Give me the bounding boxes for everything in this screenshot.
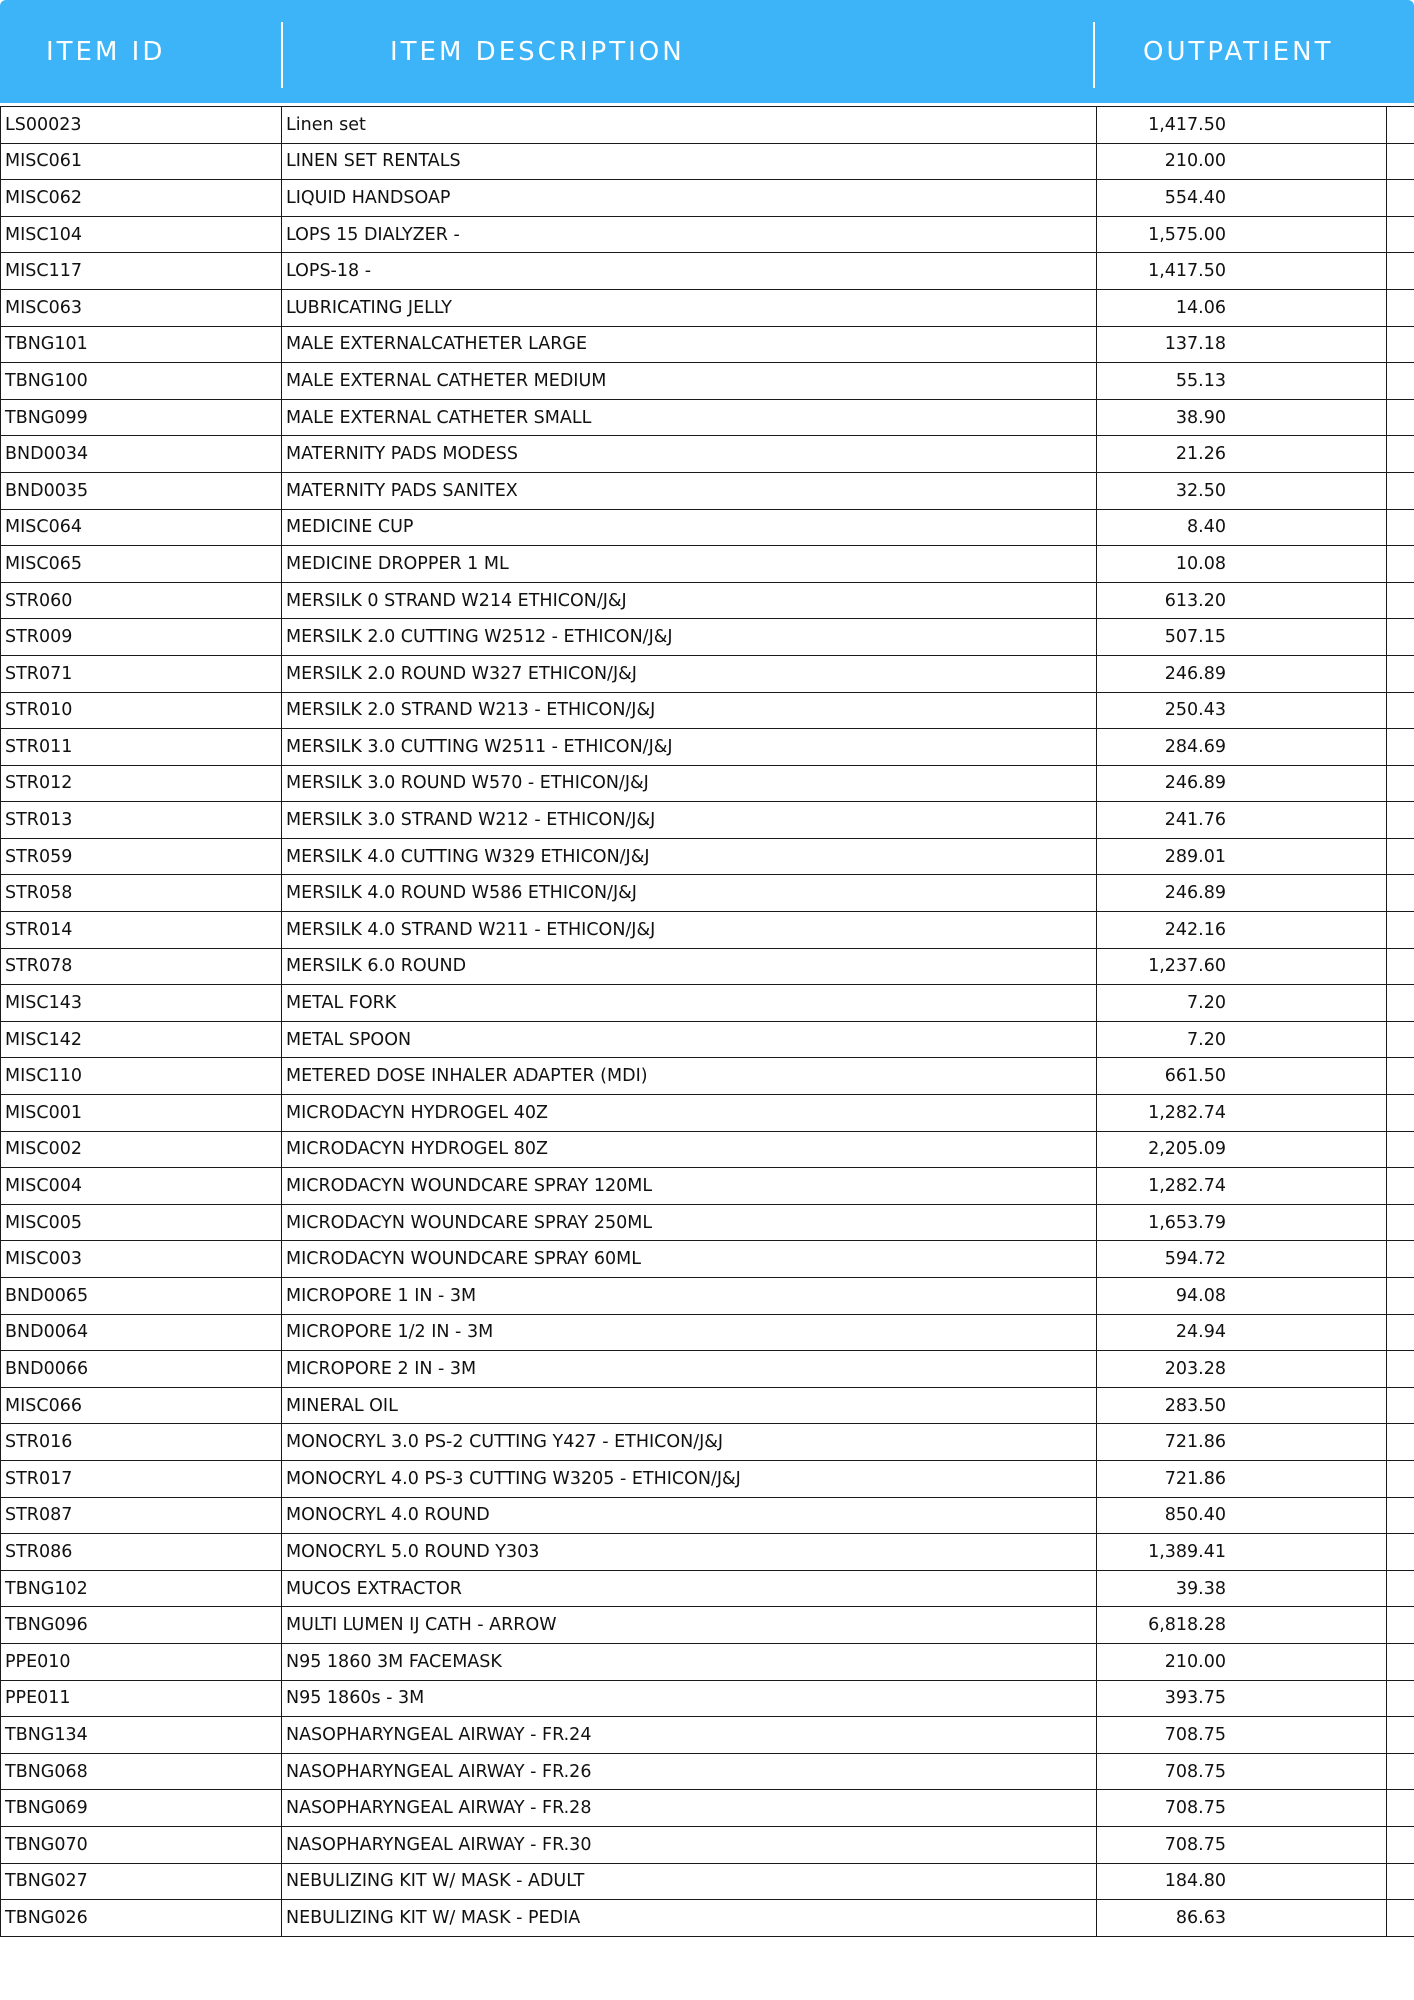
table-row	[1, 1607, 1414, 1644]
outpatient-price-cell: 1,417.50	[1097, 107, 1387, 144]
item-id-cell: TBNG027	[1, 1863, 282, 1900]
table-row	[1, 1460, 1414, 1497]
item-id-cell: BND0066	[1, 1351, 282, 1388]
item-id-cell: MISC002	[1, 1131, 282, 1168]
outpatient-price-cell: 7.20	[1097, 985, 1387, 1022]
table-row	[1, 1424, 1414, 1461]
empty-cell	[1387, 655, 1414, 692]
item-description-cell: METAL SPOON	[282, 1021, 1097, 1058]
item-description-cell: MERSILK 3.0 ROUND W570 - ETHICON/J&J	[282, 765, 1097, 802]
item-description-cell: NASOPHARYNGEAL AIRWAY - FR.26	[282, 1753, 1097, 1790]
table-row	[1, 1204, 1414, 1241]
item-description-cell: LOPS 15 DIALYZER -	[282, 216, 1097, 253]
item-id-cell: MISC062	[1, 180, 282, 217]
header-divider	[281, 22, 283, 88]
item-description-cell: MERSILK 4.0 CUTTING W329 ETHICON/J&J	[282, 838, 1097, 875]
item-id-cell: MISC003	[1, 1241, 282, 1278]
empty-cell	[1387, 985, 1414, 1022]
item-id-cell: MISC142	[1, 1021, 282, 1058]
table-row	[1, 1826, 1414, 1863]
item-description-cell: MICROPORE 1 IN - 3M	[282, 1278, 1097, 1315]
empty-cell	[1387, 1424, 1414, 1461]
empty-cell	[1387, 582, 1414, 619]
item-description-cell: MICRODACYN WOUNDCARE SPRAY 250ML	[282, 1204, 1097, 1241]
table-row	[1, 1643, 1414, 1680]
item-description-cell: MERSILK 2.0 STRAND W213 - ETHICON/J&J	[282, 692, 1097, 729]
item-id-cell: MISC117	[1, 253, 282, 290]
item-description-cell: MICROPORE 2 IN - 3M	[282, 1351, 1097, 1388]
outpatient-price-cell: 1,282.74	[1097, 1095, 1387, 1132]
table-row	[1, 1534, 1414, 1571]
table-row	[1, 216, 1414, 253]
outpatient-price-cell: 10.08	[1097, 546, 1387, 583]
table-row	[1, 912, 1414, 949]
item-description-cell: NASOPHARYNGEAL AIRWAY - FR.28	[282, 1790, 1097, 1827]
table-row	[1, 472, 1414, 509]
empty-cell	[1387, 765, 1414, 802]
outpatient-price-cell: 210.00	[1097, 143, 1387, 180]
item-id-cell: PPE010	[1, 1643, 282, 1680]
empty-cell	[1387, 399, 1414, 436]
item-description-cell: N95 1860s - 3M	[282, 1680, 1097, 1717]
table-row	[1, 1387, 1414, 1424]
outpatient-price-cell: 507.15	[1097, 619, 1387, 656]
empty-cell	[1387, 1278, 1414, 1315]
item-description-cell: LUBRICATING JELLY	[282, 289, 1097, 326]
item-description-cell: MUCOS EXTRACTOR	[282, 1570, 1097, 1607]
item-description-cell: MICROPORE 1/2 IN - 3M	[282, 1314, 1097, 1351]
empty-cell	[1387, 692, 1414, 729]
item-description-cell: MERSILK 4.0 ROUND W586 ETHICON/J&J	[282, 875, 1097, 912]
empty-cell	[1387, 180, 1414, 217]
empty-cell	[1387, 509, 1414, 546]
table-body	[1, 107, 1414, 1937]
price-table	[0, 106, 1414, 1937]
item-description-cell: MICRODACYN WOUNDCARE SPRAY 60ML	[282, 1241, 1097, 1278]
item-id-cell: TBNG100	[1, 363, 282, 400]
empty-cell	[1387, 326, 1414, 363]
item-id-cell: BND0035	[1, 472, 282, 509]
table-row	[1, 1900, 1414, 1937]
item-description-cell: LINEN SET RENTALS	[282, 143, 1097, 180]
table-row	[1, 838, 1414, 875]
item-description-cell: METERED DOSE INHALER ADAPTER (MDI)	[282, 1058, 1097, 1095]
table-header	[0, 0, 1414, 103]
outpatient-price-cell: 613.20	[1097, 582, 1387, 619]
empty-cell	[1387, 1168, 1414, 1205]
table-row	[1, 1058, 1414, 1095]
outpatient-price-cell: 393.75	[1097, 1680, 1387, 1717]
item-description-cell: MICRODACYN HYDROGEL 40Z	[282, 1095, 1097, 1132]
item-id-cell: TBNG102	[1, 1570, 282, 1607]
item-id-cell: MISC004	[1, 1168, 282, 1205]
empty-cell	[1387, 472, 1414, 509]
outpatient-price-cell: 21.26	[1097, 436, 1387, 473]
outpatient-price-cell: 32.50	[1097, 472, 1387, 509]
item-id-cell: TBNG101	[1, 326, 282, 363]
outpatient-price-cell: 850.40	[1097, 1497, 1387, 1534]
table-row	[1, 180, 1414, 217]
item-id-cell: TBNG134	[1, 1717, 282, 1754]
item-description-cell: MATERNITY PADS SANITEX	[282, 472, 1097, 509]
empty-cell	[1387, 1570, 1414, 1607]
outpatient-price-cell: 250.43	[1097, 692, 1387, 729]
table-row	[1, 1278, 1414, 1315]
empty-cell	[1387, 838, 1414, 875]
empty-cell	[1387, 253, 1414, 290]
item-description-cell: LOPS-18 -	[282, 253, 1097, 290]
item-id-cell: MISC065	[1, 546, 282, 583]
outpatient-price-cell: 554.40	[1097, 180, 1387, 217]
empty-cell	[1387, 1314, 1414, 1351]
item-id-cell: STR009	[1, 619, 282, 656]
item-id-cell: PPE011	[1, 1680, 282, 1717]
outpatient-price-cell: 242.16	[1097, 912, 1387, 949]
item-description-cell: NASOPHARYNGEAL AIRWAY - FR.24	[282, 1717, 1097, 1754]
item-id-cell: STR060	[1, 582, 282, 619]
table-row	[1, 948, 1414, 985]
item-id-cell: STR086	[1, 1534, 282, 1571]
item-description-cell: METAL FORK	[282, 985, 1097, 1022]
item-id-cell: TBNG096	[1, 1607, 282, 1644]
item-description-cell: MEDICINE CUP	[282, 509, 1097, 546]
table-row	[1, 107, 1414, 144]
empty-cell	[1387, 1387, 1414, 1424]
empty-cell	[1387, 1058, 1414, 1095]
item-description-cell: NEBULIZING KIT W/ MASK - PEDIA	[282, 1900, 1097, 1937]
item-id-cell: MISC143	[1, 985, 282, 1022]
table-row	[1, 436, 1414, 473]
outpatient-price-cell: 284.69	[1097, 729, 1387, 766]
table-row	[1, 765, 1414, 802]
empty-cell	[1387, 1534, 1414, 1571]
item-id-cell: MISC064	[1, 509, 282, 546]
empty-cell	[1387, 619, 1414, 656]
item-id-cell: STR011	[1, 729, 282, 766]
item-description-cell: N95 1860 3M FACEMASK	[282, 1643, 1097, 1680]
item-id-cell: LS00023	[1, 107, 282, 144]
outpatient-price-cell: 708.75	[1097, 1753, 1387, 1790]
outpatient-price-cell: 1,389.41	[1097, 1534, 1387, 1571]
table-row	[1, 1790, 1414, 1827]
table-row	[1, 143, 1414, 180]
item-description-cell: MONOCRYL 4.0 ROUND	[282, 1497, 1097, 1534]
outpatient-price-cell: 39.38	[1097, 1570, 1387, 1607]
item-id-cell: TBNG099	[1, 399, 282, 436]
table-row	[1, 1095, 1414, 1132]
item-id-cell: TBNG026	[1, 1900, 282, 1937]
outpatient-price-cell: 38.90	[1097, 399, 1387, 436]
table-row	[1, 509, 1414, 546]
item-description-cell: MONOCRYL 5.0 ROUND Y303	[282, 1534, 1097, 1571]
table-row	[1, 985, 1414, 1022]
header-outpatient: OUTPATIENT	[1143, 36, 1334, 67]
table-row	[1, 1680, 1414, 1717]
item-id-cell: TBNG070	[1, 1826, 282, 1863]
table-row	[1, 326, 1414, 363]
empty-cell	[1387, 1717, 1414, 1754]
outpatient-price-cell: 246.89	[1097, 765, 1387, 802]
item-id-cell: MISC063	[1, 289, 282, 326]
outpatient-price-cell: 1,575.00	[1097, 216, 1387, 253]
outpatient-price-cell: 721.86	[1097, 1460, 1387, 1497]
item-id-cell: MISC104	[1, 216, 282, 253]
empty-cell	[1387, 875, 1414, 912]
item-description-cell: MERSILK 0 STRAND W214 ETHICON/J&J	[282, 582, 1097, 619]
outpatient-price-cell: 289.01	[1097, 838, 1387, 875]
table-row	[1, 399, 1414, 436]
item-id-cell: BND0064	[1, 1314, 282, 1351]
table-row	[1, 655, 1414, 692]
header-divider	[1093, 22, 1095, 88]
item-id-cell: STR012	[1, 765, 282, 802]
outpatient-price-cell: 210.00	[1097, 1643, 1387, 1680]
outpatient-price-cell: 184.80	[1097, 1863, 1387, 1900]
outpatient-price-cell: 6,818.28	[1097, 1607, 1387, 1644]
outpatient-price-cell: 708.75	[1097, 1717, 1387, 1754]
table-row	[1, 289, 1414, 326]
outpatient-price-cell: 2,205.09	[1097, 1131, 1387, 1168]
empty-cell	[1387, 1497, 1414, 1534]
item-description-cell: LIQUID HANDSOAP	[282, 180, 1097, 217]
table-row	[1, 1570, 1414, 1607]
empty-cell	[1387, 1643, 1414, 1680]
item-id-cell: BND0065	[1, 1278, 282, 1315]
item-description-cell: MONOCRYL 3.0 PS-2 CUTTING Y427 - ETHICON/J&J	[282, 1424, 1097, 1461]
item-description-cell: MERSILK 2.0 ROUND W327 ETHICON/J&J	[282, 655, 1097, 692]
item-id-cell: MISC005	[1, 1204, 282, 1241]
item-id-cell: MISC110	[1, 1058, 282, 1095]
table-row	[1, 1021, 1414, 1058]
outpatient-price-cell: 24.94	[1097, 1314, 1387, 1351]
item-id-cell: STR013	[1, 802, 282, 839]
item-id-cell: STR078	[1, 948, 282, 985]
empty-cell	[1387, 363, 1414, 400]
table-row	[1, 363, 1414, 400]
item-description-cell: MICRODACYN HYDROGEL 80Z	[282, 1131, 1097, 1168]
item-id-cell: STR058	[1, 875, 282, 912]
outpatient-price-cell: 1,417.50	[1097, 253, 1387, 290]
outpatient-price-cell: 14.06	[1097, 289, 1387, 326]
table-row	[1, 692, 1414, 729]
item-id-cell: MISC061	[1, 143, 282, 180]
empty-cell	[1387, 1241, 1414, 1278]
empty-cell	[1387, 1131, 1414, 1168]
empty-cell	[1387, 1095, 1414, 1132]
item-description-cell: MONOCRYL 4.0 PS-3 CUTTING W3205 - ETHICON/J&J	[282, 1460, 1097, 1497]
empty-cell	[1387, 1460, 1414, 1497]
empty-cell	[1387, 802, 1414, 839]
item-description-cell: MERSILK 6.0 ROUND	[282, 948, 1097, 985]
item-description-cell: NEBULIZING KIT W/ MASK - ADULT	[282, 1863, 1097, 1900]
empty-cell	[1387, 1753, 1414, 1790]
item-description-cell: MICRODACYN WOUNDCARE SPRAY 120ML	[282, 1168, 1097, 1205]
item-description-cell: MERSILK 3.0 STRAND W212 - ETHICON/J&J	[282, 802, 1097, 839]
item-id-cell: STR016	[1, 1424, 282, 1461]
item-id-cell: BND0034	[1, 436, 282, 473]
item-id-cell: STR071	[1, 655, 282, 692]
item-id-cell: STR087	[1, 1497, 282, 1534]
outpatient-price-cell: 246.89	[1097, 875, 1387, 912]
empty-cell	[1387, 1790, 1414, 1827]
table-row	[1, 253, 1414, 290]
item-description-cell: MEDICINE DROPPER 1 ML	[282, 546, 1097, 583]
table-row	[1, 1753, 1414, 1790]
empty-cell	[1387, 1021, 1414, 1058]
item-description-cell: Linen set	[282, 107, 1097, 144]
empty-cell	[1387, 143, 1414, 180]
item-id-cell: MISC001	[1, 1095, 282, 1132]
empty-cell	[1387, 1826, 1414, 1863]
table-row	[1, 1314, 1414, 1351]
table-row	[1, 802, 1414, 839]
item-description-cell: MERSILK 4.0 STRAND W211 - ETHICON/J&J	[282, 912, 1097, 949]
empty-cell	[1387, 107, 1414, 144]
table-row	[1, 1863, 1414, 1900]
empty-cell	[1387, 546, 1414, 583]
table-row	[1, 1131, 1414, 1168]
item-description-cell: MALE EXTERNALCATHETER LARGE	[282, 326, 1097, 363]
table-row	[1, 1351, 1414, 1388]
outpatient-price-cell: 203.28	[1097, 1351, 1387, 1388]
item-id-cell: STR059	[1, 838, 282, 875]
empty-cell	[1387, 216, 1414, 253]
outpatient-price-cell: 7.20	[1097, 1021, 1387, 1058]
outpatient-price-cell: 55.13	[1097, 363, 1387, 400]
table-row	[1, 1497, 1414, 1534]
empty-cell	[1387, 948, 1414, 985]
item-description-cell: MULTI LUMEN IJ CATH - ARROW	[282, 1607, 1097, 1644]
table-row	[1, 1168, 1414, 1205]
item-description-cell: MERSILK 2.0 CUTTING W2512 - ETHICON/J&J	[282, 619, 1097, 656]
empty-cell	[1387, 1900, 1414, 1937]
header-item-description: ITEM DESCRIPTION	[390, 36, 685, 67]
outpatient-price-cell: 721.86	[1097, 1424, 1387, 1461]
outpatient-price-cell: 94.08	[1097, 1278, 1387, 1315]
outpatient-price-cell: 283.50	[1097, 1387, 1387, 1424]
empty-cell	[1387, 1607, 1414, 1644]
empty-cell	[1387, 1680, 1414, 1717]
outpatient-price-cell: 1,237.60	[1097, 948, 1387, 985]
item-id-cell: STR010	[1, 692, 282, 729]
item-id-cell: STR017	[1, 1460, 282, 1497]
empty-cell	[1387, 1351, 1414, 1388]
outpatient-price-cell: 708.75	[1097, 1826, 1387, 1863]
table-row	[1, 875, 1414, 912]
table-row	[1, 619, 1414, 656]
outpatient-price-cell: 8.40	[1097, 509, 1387, 546]
item-description-cell: MATERNITY PADS MODESS	[282, 436, 1097, 473]
item-description-cell: MERSILK 3.0 CUTTING W2511 - ETHICON/J&J	[282, 729, 1097, 766]
outpatient-price-cell: 137.18	[1097, 326, 1387, 363]
header-item-id: ITEM ID	[46, 36, 166, 67]
table-row	[1, 1717, 1414, 1754]
empty-cell	[1387, 912, 1414, 949]
outpatient-price-cell: 661.50	[1097, 1058, 1387, 1095]
empty-cell	[1387, 1863, 1414, 1900]
outpatient-price-cell: 594.72	[1097, 1241, 1387, 1278]
empty-cell	[1387, 1204, 1414, 1241]
outpatient-price-cell: 246.89	[1097, 655, 1387, 692]
table-row	[1, 729, 1414, 766]
empty-cell	[1387, 436, 1414, 473]
item-id-cell: STR014	[1, 912, 282, 949]
item-description-cell: MALE EXTERNAL CATHETER MEDIUM	[282, 363, 1097, 400]
outpatient-price-cell: 241.76	[1097, 802, 1387, 839]
empty-cell	[1387, 729, 1414, 766]
outpatient-price-cell: 1,282.74	[1097, 1168, 1387, 1205]
table-row	[1, 582, 1414, 619]
table-row	[1, 1241, 1414, 1278]
item-id-cell: TBNG069	[1, 1790, 282, 1827]
item-description-cell: MALE EXTERNAL CATHETER SMALL	[282, 399, 1097, 436]
outpatient-price-cell: 708.75	[1097, 1790, 1387, 1827]
item-description-cell: NASOPHARYNGEAL AIRWAY - FR.30	[282, 1826, 1097, 1863]
table-row	[1, 546, 1414, 583]
outpatient-price-cell: 1,653.79	[1097, 1204, 1387, 1241]
empty-cell	[1387, 289, 1414, 326]
item-id-cell: TBNG068	[1, 1753, 282, 1790]
item-id-cell: MISC066	[1, 1387, 282, 1424]
item-description-cell: MINERAL OIL	[282, 1387, 1097, 1424]
outpatient-price-cell: 86.63	[1097, 1900, 1387, 1937]
